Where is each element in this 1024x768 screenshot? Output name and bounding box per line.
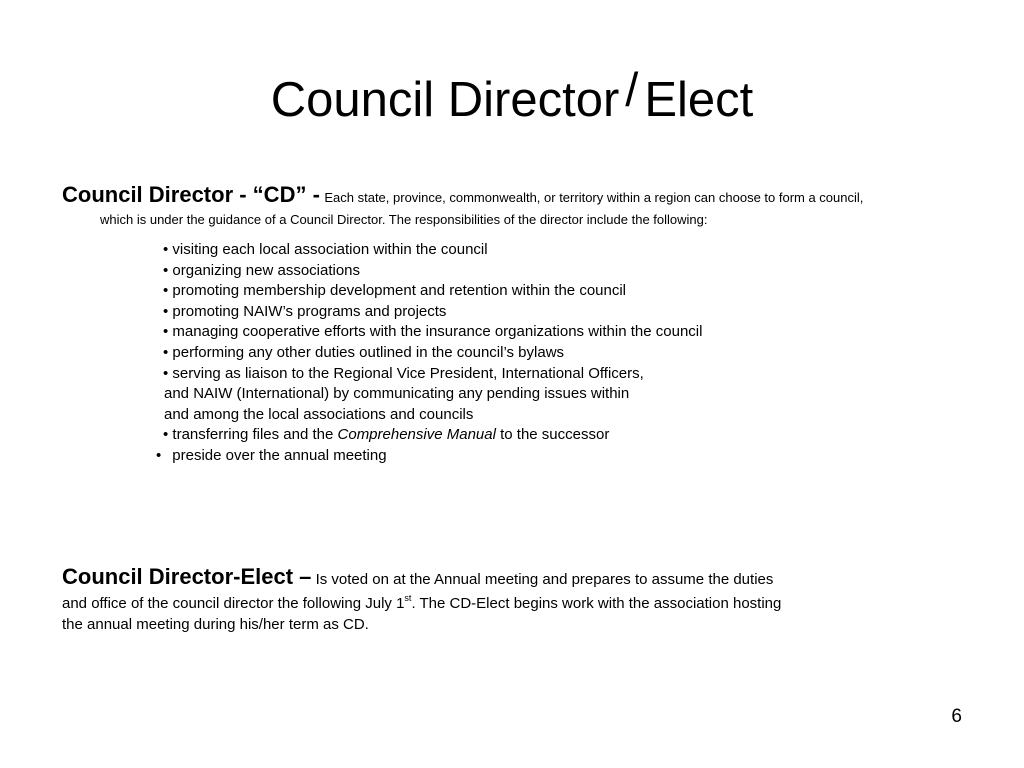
last-item-text: preside over the annual meeting: [172, 446, 387, 464]
cd-heading-line: [62, 181, 972, 212]
cd-heading: Council Director - “CD” -: [62, 182, 320, 207]
list-item: • managing cooperative efforts with the insurance organizations within the council: [163, 323, 703, 341]
elect-line-1: [62, 563, 962, 594]
bullet: •: [156, 446, 162, 464]
list-item-last: [156, 446, 702, 467]
elect-line-2-prefix: and office of the council director the following July 1: [62, 595, 405, 612]
list-item-transfer: [163, 425, 702, 446]
slide-title: [0, 63, 1024, 130]
title-part-1: Council Director: [270, 73, 620, 127]
elect-line-1-text: Is voted on at the Annual meeting and prepares to assume the duties: [315, 571, 774, 588]
transfer-suffix: to the successor: [495, 426, 610, 444]
elect-line-2-suffix: . The CD-Elect begins work with the association hosting: [411, 595, 782, 612]
list-item-continuation: and among the local associations and councils: [164, 405, 474, 423]
title-slash: /: [625, 63, 639, 116]
list-item: • serving as liaison to the Regional Vice President, International Officers,: [163, 364, 644, 382]
ordinal-suffix: st: [404, 593, 412, 603]
title-part-2: Elect: [644, 73, 754, 127]
cd-description-line-2: which is under the guidance of a Council Director. The responsibilities of the director include the following:: [100, 212, 708, 227]
cd-description-line-1: Each state, province, commonwealth, or territory within a region can choose to form a council,: [324, 190, 864, 205]
transfer-prefix: • transferring files and the: [163, 426, 338, 444]
elect-line-3: the annual meeting during his/her term as CD.: [62, 615, 369, 633]
list-item: • visiting each local association within the council: [163, 241, 488, 258]
list-item-continuation: and NAIW (International) by communicating any pending issues within: [164, 385, 630, 403]
list-item: • organizing new associations: [163, 261, 361, 279]
list-item: • promoting NAIW’s programs and projects: [163, 302, 447, 320]
council-director-elect-section: [62, 563, 962, 635]
elect-line-2: [62, 594, 962, 615]
council-director-section: [62, 181, 972, 228]
list-item: • performing any other duties outlined in the council’s bylaws: [163, 343, 565, 361]
list-item: • promoting membership development and retention within the council: [163, 282, 627, 300]
elect-heading: Council Director-Elect –: [62, 564, 312, 589]
page-number: 6: [951, 706, 962, 727]
comprehensive-manual-title: Comprehensive Manual: [337, 426, 496, 444]
responsibilities-list: [156, 240, 703, 467]
